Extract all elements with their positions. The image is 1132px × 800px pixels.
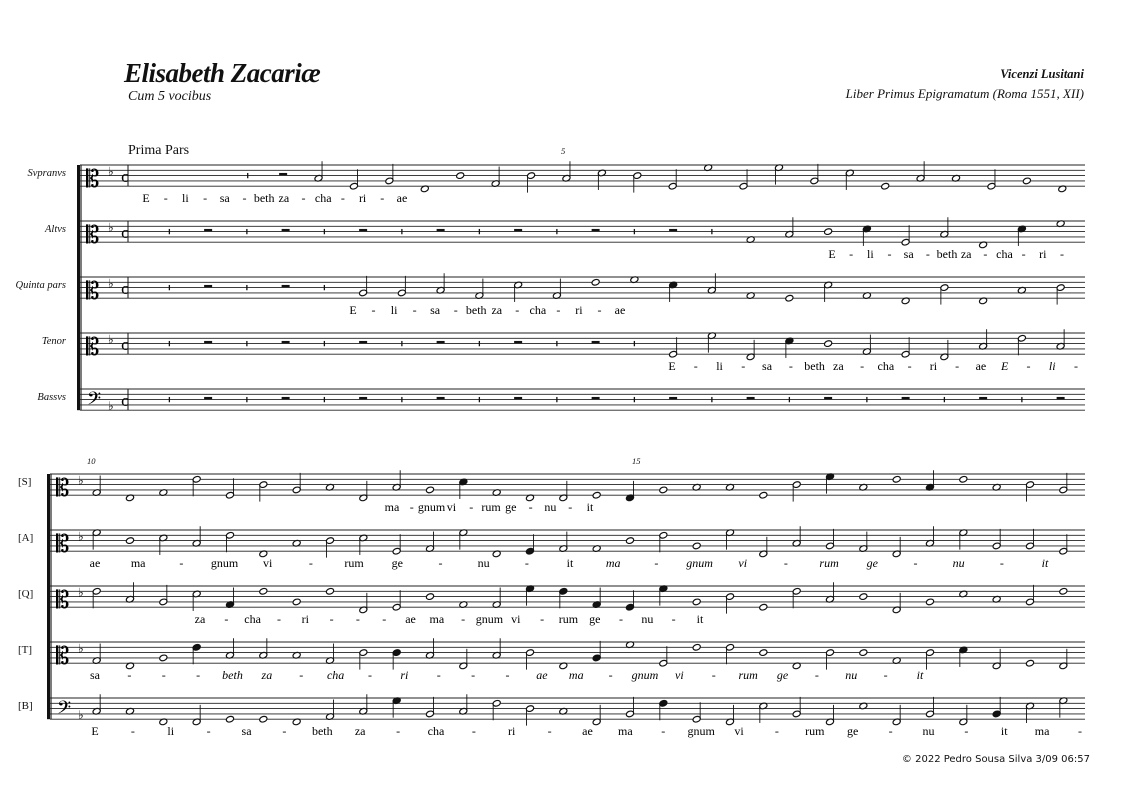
rest-icon xyxy=(592,229,600,231)
lyric-syllable: - xyxy=(371,303,376,317)
lyric-syllable: ma xyxy=(429,612,445,626)
voice-label-q: [Q] xyxy=(18,588,34,600)
lyric-syllable: - xyxy=(1060,247,1064,261)
note-head xyxy=(881,182,890,190)
lyric-syllable: beth xyxy=(222,668,243,682)
lyric-syllable: - xyxy=(783,556,788,570)
lyric-syllable: - xyxy=(741,359,746,373)
flat-icon: ♭ xyxy=(78,585,84,600)
lyric-syllable: - xyxy=(883,668,888,682)
lyric-syllable: ma xyxy=(618,724,633,738)
time-signature-icon: c xyxy=(121,167,130,186)
rest-icon xyxy=(282,397,290,399)
lyric-syllable: - xyxy=(1021,247,1026,261)
lyric-syllable: gnum xyxy=(210,556,239,570)
lyric-syllable: - xyxy=(203,191,208,205)
lyric-syllable: - xyxy=(380,191,385,205)
lyric-syllable: ri xyxy=(575,303,583,317)
lyric-syllable: ge xyxy=(505,500,517,514)
lyric-syllable: vi xyxy=(734,724,744,738)
measure-number: 5 xyxy=(561,146,566,156)
note-head xyxy=(426,593,435,601)
lyric-syllable: ae xyxy=(614,303,626,317)
voice-label-s: [S] xyxy=(18,476,32,488)
lyric-syllable: E xyxy=(1001,359,1009,373)
lyric-syllable: gnum xyxy=(417,500,446,514)
voice-label-b: [B] xyxy=(18,700,33,712)
lyric-syllable: - xyxy=(242,191,247,205)
time-signature-icon: c xyxy=(121,279,130,298)
lyric-syllable: nu xyxy=(922,724,935,738)
lyric-syllable: - xyxy=(179,556,184,570)
lyric-syllable: - xyxy=(396,724,401,738)
lyric-syllable: - xyxy=(515,303,520,317)
lyric-syllable: za xyxy=(261,668,273,682)
lyric-syllable: - xyxy=(340,191,345,205)
rest-icon xyxy=(902,397,910,399)
flat-icon: ♭ xyxy=(108,276,114,291)
lyric-syllable: ge xyxy=(589,612,601,626)
lyric-syllable: - xyxy=(814,668,819,682)
lyric-syllable: - xyxy=(505,668,510,682)
lyric-syllable: ri xyxy=(301,612,309,626)
lyric-syllable: ge xyxy=(391,556,403,570)
flat-icon: ♭ xyxy=(78,473,84,488)
rest-icon xyxy=(514,229,522,231)
c-clef-icon: 𝄡 xyxy=(56,530,70,559)
rest-icon xyxy=(669,397,677,399)
note-head xyxy=(292,598,301,606)
lyric-syllable: - xyxy=(308,556,313,570)
lyric-syllable: - xyxy=(1078,724,1082,738)
measure-number: 15 xyxy=(632,456,641,466)
lyric-syllable: E xyxy=(349,303,357,317)
lyric-syllable: ma xyxy=(605,556,621,570)
lyric-syllable: vi xyxy=(675,668,684,682)
lyric-syllable: - xyxy=(888,724,893,738)
voice-label-tenor: Tenor xyxy=(41,336,66,347)
lyric-syllable: - xyxy=(693,359,698,373)
lyric-syllable: - xyxy=(661,724,666,738)
lyric-syllable: - xyxy=(299,668,304,682)
c-clef-icon: 𝄡 xyxy=(86,165,100,194)
rest-icon xyxy=(437,229,445,231)
measure-number: 10 xyxy=(87,456,96,466)
lyric-syllable: sa xyxy=(219,191,230,205)
lyric-syllable: - xyxy=(774,724,779,738)
rest-icon xyxy=(282,341,290,343)
rest-icon xyxy=(824,397,832,399)
lyric-syllable: ma xyxy=(384,500,400,514)
lyric-syllable: za xyxy=(491,303,503,317)
lyric-syllable: - xyxy=(469,500,474,514)
note-head xyxy=(626,537,635,545)
lyric-syllable: - xyxy=(788,359,793,373)
lyric-syllable: gnum xyxy=(686,556,713,570)
lyric-syllable: ge xyxy=(866,556,878,570)
lyric-syllable: ae xyxy=(89,556,101,570)
lyric-syllable: - xyxy=(925,247,930,261)
note-head xyxy=(692,542,701,550)
flat-icon: ♭ xyxy=(108,164,114,179)
note-head xyxy=(592,491,601,499)
lyric-syllable: sa xyxy=(430,303,441,317)
lyric-syllable: za xyxy=(194,612,206,626)
lyric-syllable: - xyxy=(556,303,561,317)
lyric-syllable: - xyxy=(196,668,201,682)
lyric-syllable: cha xyxy=(877,359,895,373)
lyric-syllable: - xyxy=(983,247,988,261)
lyric-syllable: ae xyxy=(396,191,408,205)
lyric-syllable: li xyxy=(716,359,723,373)
lyric-syllable: rum xyxy=(819,556,839,570)
note-head xyxy=(226,715,235,723)
c-clef-icon: 𝄡 xyxy=(56,642,70,671)
lyric-syllable: ri xyxy=(358,191,367,205)
lyric-syllable: - xyxy=(163,191,168,205)
rest-icon xyxy=(282,229,290,231)
lyric-syllable: - xyxy=(368,668,372,682)
note-head xyxy=(824,228,833,236)
lyric-syllable: gnum xyxy=(475,612,504,626)
lyric-syllable: - xyxy=(461,612,466,626)
voice-label-soprano: Svpranvs xyxy=(27,168,66,179)
rest-icon xyxy=(204,397,212,399)
c-clef-icon: 𝄡 xyxy=(86,333,100,362)
note-head xyxy=(759,649,768,657)
c-clef-icon: 𝄡 xyxy=(86,277,100,306)
voice-label-a: [A] xyxy=(18,532,34,544)
lyric-syllable: nu xyxy=(845,668,858,682)
flat-icon: ♭ xyxy=(78,529,84,544)
rest-icon xyxy=(1057,397,1065,399)
note-head xyxy=(1059,587,1068,595)
c-clef-icon: 𝄡 xyxy=(56,474,70,503)
note-head xyxy=(1026,659,1035,667)
lyric-syllable: gnum xyxy=(631,668,659,682)
flat-icon: ♭ xyxy=(78,641,84,656)
note-head xyxy=(456,172,465,180)
rest-icon xyxy=(592,341,600,343)
rest-icon xyxy=(204,229,212,231)
lyric-syllable: - xyxy=(608,668,613,682)
lyric-syllable: ge xyxy=(776,668,789,682)
bass-clef-icon: 𝄢 xyxy=(57,698,72,724)
copyright-footer: © 2022 Pedro Sousa Silva 3/09 06:57 xyxy=(901,754,1090,765)
lyric-syllable: E xyxy=(142,191,150,205)
lyric-syllable: it xyxy=(586,500,594,514)
lyric-syllable: - xyxy=(547,724,552,738)
lyric-syllable: - xyxy=(528,500,533,514)
lyric-syllable: - xyxy=(409,500,414,514)
rest-icon xyxy=(359,397,367,399)
lyric-syllable: - xyxy=(524,556,529,570)
note-head xyxy=(126,537,135,545)
voice-label-t: [T] xyxy=(18,644,33,656)
note-head xyxy=(259,715,268,723)
lyric-syllable: - xyxy=(471,724,476,738)
note-head xyxy=(692,643,701,651)
lyric-syllable: li xyxy=(167,724,175,738)
time-signature-icon: c xyxy=(121,335,130,354)
lyric-syllable: ma xyxy=(1034,724,1050,738)
system-bracket xyxy=(77,165,80,410)
lyric-syllable: ae xyxy=(536,668,548,682)
lyric-syllable: - xyxy=(1074,359,1078,373)
voice-label-alto: Altvs xyxy=(45,224,66,235)
lyric-syllable: - xyxy=(860,359,865,373)
lyric-syllable: rum xyxy=(344,556,364,570)
note-head xyxy=(892,475,901,483)
lyric-syllable: za xyxy=(278,191,290,205)
rest-icon xyxy=(514,341,522,343)
voice-label-bass: Bassvs xyxy=(37,392,66,403)
rest-icon xyxy=(279,173,287,175)
note-head xyxy=(785,294,794,302)
lyric-syllable: it xyxy=(566,556,574,570)
lyric-syllable: - xyxy=(1026,359,1031,373)
note-head xyxy=(326,587,335,595)
lyric-syllable: rum xyxy=(558,612,579,626)
lyric-syllable: it xyxy=(1000,724,1008,738)
lyric-syllable: ma xyxy=(130,556,146,570)
lyric-syllable: - xyxy=(127,668,132,682)
lyric-syllable: ri xyxy=(929,359,938,373)
lyric-syllable: cha xyxy=(314,191,332,205)
part-label: Prima Pars xyxy=(128,143,190,158)
time-signature-icon: c xyxy=(121,223,130,242)
lyric-syllable: rum xyxy=(805,724,825,738)
lyric-syllable: it xyxy=(696,612,704,626)
lyric-syllable: sa xyxy=(903,247,914,261)
lyric-syllable: li xyxy=(390,303,398,317)
system-bracket xyxy=(47,474,50,719)
note-head xyxy=(1022,177,1031,185)
lyric-syllable: - xyxy=(438,556,443,570)
note-head xyxy=(159,654,168,662)
score-title: Elisabeth Zacariæ xyxy=(124,58,321,88)
lyric-syllable: it xyxy=(1041,556,1049,570)
lyric-syllable: - xyxy=(130,724,135,738)
rest-icon xyxy=(747,397,755,399)
flat-icon: ♭ xyxy=(108,220,114,235)
rest-icon xyxy=(359,229,367,231)
lyric-syllable: - xyxy=(597,303,602,317)
lyric-syllable: - xyxy=(907,359,912,373)
lyric-syllable: za xyxy=(354,724,366,738)
lyric-syllable: cha xyxy=(244,612,261,626)
lyric-syllable: - xyxy=(654,556,659,570)
note-head xyxy=(759,491,768,499)
lyric-syllable: - xyxy=(276,612,281,626)
lyric-syllable: - xyxy=(224,612,229,626)
flat-icon: ♭ xyxy=(108,332,114,347)
lyric-syllable: beth xyxy=(804,359,825,373)
lyric-syllable: - xyxy=(329,612,334,626)
lyric-syllable: cha xyxy=(326,668,345,682)
lyric-syllable: li xyxy=(866,247,874,261)
lyric-syllable: beth xyxy=(936,247,958,261)
source-citation: Liber Primus Epigramatum (Roma 1551, XII) xyxy=(845,86,1084,101)
rest-icon xyxy=(592,397,600,399)
lyric-syllable: nu xyxy=(477,556,490,570)
lyric-syllable: cha xyxy=(996,247,1013,261)
flat-icon: ♭ xyxy=(108,399,114,414)
lyric-syllable: - xyxy=(453,303,458,317)
rest-icon xyxy=(204,341,212,343)
rest-icon xyxy=(437,397,445,399)
lyric-syllable: - xyxy=(412,303,417,317)
lyric-syllable: nu xyxy=(641,612,654,626)
lyric-syllable: - xyxy=(471,668,476,682)
note-head xyxy=(591,278,600,286)
lyric-syllable: - xyxy=(206,724,211,738)
lyric-syllable: ri xyxy=(1039,247,1047,261)
lyric-syllable: cha xyxy=(529,303,547,317)
lyric-syllable: E xyxy=(91,724,99,738)
lyric-syllable: za xyxy=(960,247,972,261)
lyric-syllable: li xyxy=(182,191,189,205)
lyric-syllable: sa xyxy=(762,359,773,373)
lyric-syllable: ae xyxy=(405,612,416,626)
lyric-syllable: ae xyxy=(582,724,593,738)
lyric-syllable: rum xyxy=(738,668,758,682)
rest-icon xyxy=(282,285,290,287)
note-head xyxy=(959,475,968,483)
lyric-syllable: beth xyxy=(253,191,275,205)
lyric-syllable: ri xyxy=(508,724,516,738)
lyric-syllable: ge xyxy=(847,724,859,738)
lyric-syllable: za xyxy=(833,359,844,373)
lyric-syllable: - xyxy=(999,556,1004,570)
lyric-syllable: - xyxy=(964,724,969,738)
lyric-syllable: - xyxy=(568,500,573,514)
lyric-syllable: - xyxy=(711,668,716,682)
voice-label-quinta: Quinta pars xyxy=(15,280,66,291)
lyric-syllable: - xyxy=(887,247,892,261)
lyric-syllable: sa xyxy=(90,668,100,682)
c-clef-icon: 𝄡 xyxy=(56,586,70,615)
lyric-syllable: - xyxy=(355,612,360,626)
lyric-syllable: ae xyxy=(975,359,987,373)
rest-icon xyxy=(204,285,212,287)
lyric-syllable: - xyxy=(540,612,545,626)
score-subtitle: Cum 5 vocibus xyxy=(128,89,212,104)
note-head xyxy=(759,603,768,611)
note-head xyxy=(859,649,868,657)
lyric-syllable: - xyxy=(161,668,166,682)
lyric-syllable: - xyxy=(913,556,918,570)
lyric-syllable: vi xyxy=(738,556,748,570)
lyric-syllable: beth xyxy=(465,303,487,317)
lyric-syllable: - xyxy=(671,612,676,626)
lyric-syllable: it xyxy=(916,668,924,682)
lyric-syllable: - xyxy=(382,612,387,626)
c-clef-icon: 𝄡 xyxy=(86,221,100,250)
lyric-syllable: - xyxy=(849,247,854,261)
time-signature-icon: c xyxy=(121,391,130,410)
lyric-syllable: vi xyxy=(511,612,521,626)
composer-name: Vicenzi Lusitani xyxy=(1000,67,1084,81)
lyric-syllable: cha xyxy=(427,724,445,738)
note-head xyxy=(926,598,935,606)
lyric-syllable: sa xyxy=(241,724,252,738)
rest-icon xyxy=(669,229,677,231)
lyric-syllable: gnum xyxy=(687,724,715,738)
note-head xyxy=(659,486,668,494)
lyric-syllable: E xyxy=(668,359,676,373)
rest-icon xyxy=(979,397,987,399)
lyric-syllable: - xyxy=(301,191,306,205)
lyric-syllable: rum xyxy=(481,500,501,514)
note-head xyxy=(259,587,268,595)
rest-icon xyxy=(437,341,445,343)
lyric-syllable: beth xyxy=(311,724,333,738)
lyric-syllable: - xyxy=(282,724,287,738)
note-head xyxy=(859,593,868,601)
note-head xyxy=(692,598,701,606)
lyric-syllable: nu xyxy=(544,500,557,514)
rest-icon xyxy=(514,397,522,399)
lyric-syllable: - xyxy=(619,612,624,626)
bass-clef-icon: 𝄢 xyxy=(87,389,102,415)
lyric-syllable: li xyxy=(1048,359,1056,373)
rest-icon xyxy=(359,341,367,343)
flat-icon: ♭ xyxy=(78,708,84,723)
lyric-syllable: vi xyxy=(263,556,273,570)
lyric-syllable: vi xyxy=(446,500,457,514)
lyric-syllable: ri xyxy=(400,668,409,682)
lyric-syllable: - xyxy=(436,668,441,682)
lyric-syllable: nu xyxy=(952,556,965,570)
note-head xyxy=(426,486,435,494)
lyric-syllable: ma xyxy=(568,668,584,682)
note-head xyxy=(824,340,833,348)
lyric-syllable: - xyxy=(955,359,960,373)
lyric-syllable: E xyxy=(828,247,836,261)
